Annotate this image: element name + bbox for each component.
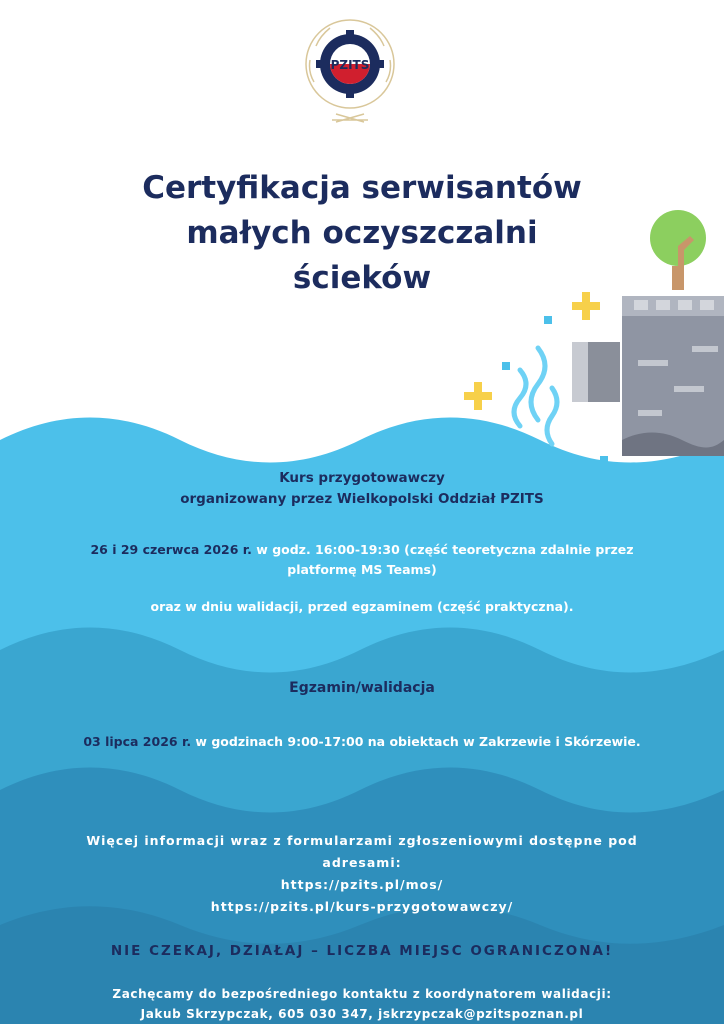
call-to-action: NIE CZEKAJ, DZIAŁAJ – LICZBA MIEJSC OGRANICZONA!: [110, 943, 614, 959]
info-text: Więcej informacji wraz z formularzami zgłoszeniowymi dostępne pod: [86, 833, 638, 848]
title-line: małych oczyszczalni: [186, 215, 538, 251]
contact-section: [40, 984, 684, 1024]
info-text: adresami:: [322, 855, 402, 870]
course-heading-line: Kurs przygotowawczy: [279, 470, 445, 486]
tank-icon: [622, 296, 724, 456]
logo-text: PZITS: [330, 58, 370, 72]
title-line: ścieków: [292, 260, 432, 296]
exam-heading: Egzamin/walidacja: [289, 680, 435, 696]
title-line: Certyfikacja serwisantów: [142, 170, 582, 206]
course-dates-text: platformę MS Teams): [287, 562, 437, 577]
exam-date-text: w godzinach 9:00-17:00 na obiektach w Zakrzewie i Skórzewie.: [191, 734, 641, 749]
water-stream-icon: [514, 348, 557, 444]
info-link-kurs[interactable]: https://pzits.pl/kurs-przygotowawczy/: [210, 899, 514, 914]
course-dates-highlight: 26 i 29 czerwca 2026 r.: [90, 542, 252, 557]
pzits-logo: [302, 12, 398, 132]
course-dates-text: w godz. 16:00-19:30 (część teoretyczna zdalnie przez: [251, 542, 634, 557]
info-link-mos[interactable]: https://pzits.pl/mos/: [280, 877, 444, 892]
course-dates: [40, 540, 684, 580]
contact-text: Zachęcamy do bezpośredniego kontaktu z koordynatorem walidacji:: [112, 987, 612, 1001]
course-practical-note: oraz w dniu walidacji, przed egzaminem (część praktyczna).: [150, 599, 574, 614]
pipe-icon: [572, 342, 620, 402]
info-section: [40, 830, 684, 918]
contact-details: Jakub Skrzypczak, 605 030 347, jskrzypczak@pzitspoznan.pl: [140, 1007, 584, 1021]
course-heading: [40, 468, 684, 510]
course-heading-line: organizowany przez Wielkopolski Oddział PZITS: [180, 491, 544, 507]
tree-icon: [650, 210, 706, 290]
exam-date-highlight: 03 lipca 2026 r.: [83, 734, 192, 749]
exam-date: [40, 734, 684, 749]
treatment-plant-illustration: [462, 210, 724, 480]
